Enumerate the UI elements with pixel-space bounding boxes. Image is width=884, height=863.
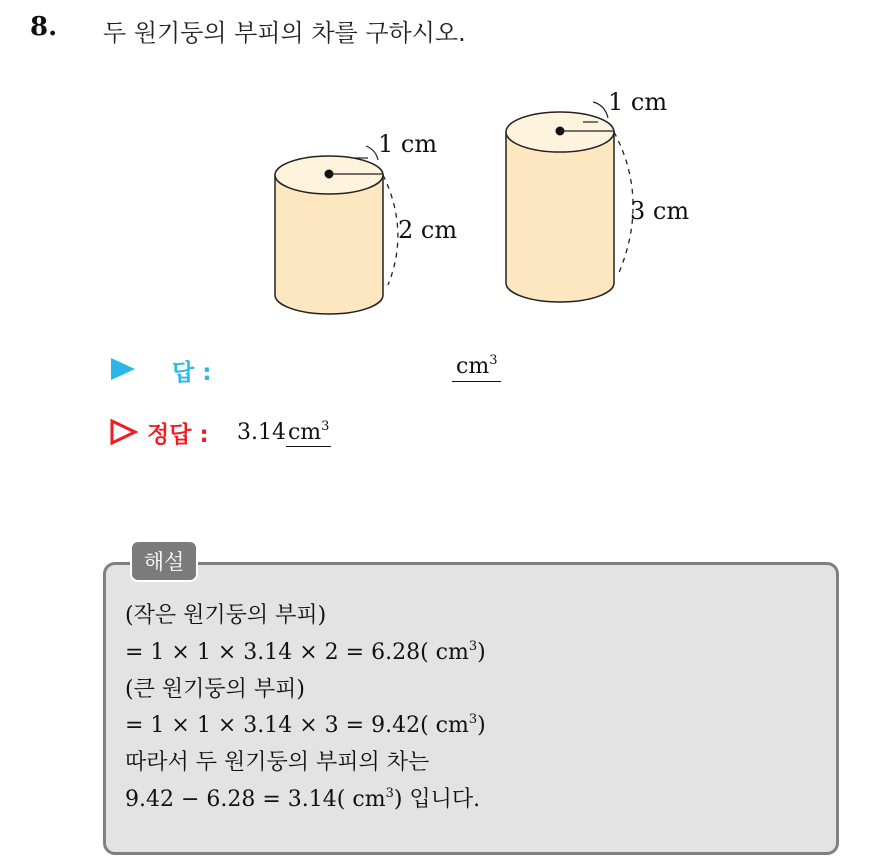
answer-unit: cm bbox=[456, 354, 490, 379]
small-cylinder bbox=[275, 130, 457, 314]
line-text: (작은 원기둥의 부피) bbox=[125, 603, 327, 628]
explanation-line bbox=[125, 672, 486, 709]
correct-unit: cm bbox=[287, 420, 322, 445]
question-text: 두 원기둥의 부피의 차를 구하시오. bbox=[103, 19, 466, 47]
correct-label: 정답 : bbox=[147, 422, 209, 448]
large-radius-label: 1 cm bbox=[608, 88, 668, 116]
answer-row bbox=[110, 350, 610, 390]
line-exponent: 3 bbox=[385, 785, 394, 801]
line-text: 따라서 두 원기둥의 부피의 차는 bbox=[125, 750, 430, 776]
correct-value: 3.14 bbox=[237, 420, 286, 445]
explanation-lines bbox=[125, 598, 486, 819]
cylinders-figure bbox=[250, 80, 710, 315]
explanation-line bbox=[125, 708, 486, 745]
explanation-line bbox=[125, 745, 486, 782]
line-text: = 1 × 1 × 3.14 × 2 = 6.28( cm bbox=[125, 639, 469, 665]
line-text: 9.42 − 6.28 = 3.14( cm bbox=[125, 786, 386, 812]
explanation-line bbox=[125, 782, 486, 819]
line-text-end: ) bbox=[477, 713, 486, 739]
line-text-end: ) 입니다. bbox=[393, 786, 481, 812]
line-exponent: 3 bbox=[468, 638, 478, 654]
answer-blank[interactable] bbox=[452, 354, 501, 382]
correct-unit-group bbox=[286, 420, 331, 447]
line-text-end: ) bbox=[477, 639, 486, 665]
play-triangle-icon bbox=[110, 357, 136, 381]
line-text: (큰 원기둥의 부피) bbox=[125, 676, 305, 702]
answer-unit-exponent: 3 bbox=[489, 353, 498, 368]
correct-unit-exponent: 3 bbox=[321, 419, 330, 434]
explanation-tag: 해설 bbox=[130, 540, 198, 582]
outline-triangle-icon bbox=[110, 419, 138, 445]
explanation-line bbox=[125, 635, 486, 672]
line-text: = 1 × 1 × 3.14 × 3 = 9.42( cm bbox=[125, 713, 469, 739]
correct-answer-row bbox=[110, 413, 610, 453]
question-number: 8. bbox=[30, 12, 58, 42]
line-exponent: 3 bbox=[468, 712, 478, 728]
large-height-label: 3 cm bbox=[630, 197, 690, 225]
small-height-label: 2 cm bbox=[398, 216, 458, 244]
explanation-line bbox=[125, 598, 486, 635]
small-radius-label: 1 cm bbox=[378, 130, 438, 158]
answer-label: 답 : bbox=[172, 360, 212, 386]
large-cylinder bbox=[506, 88, 689, 302]
